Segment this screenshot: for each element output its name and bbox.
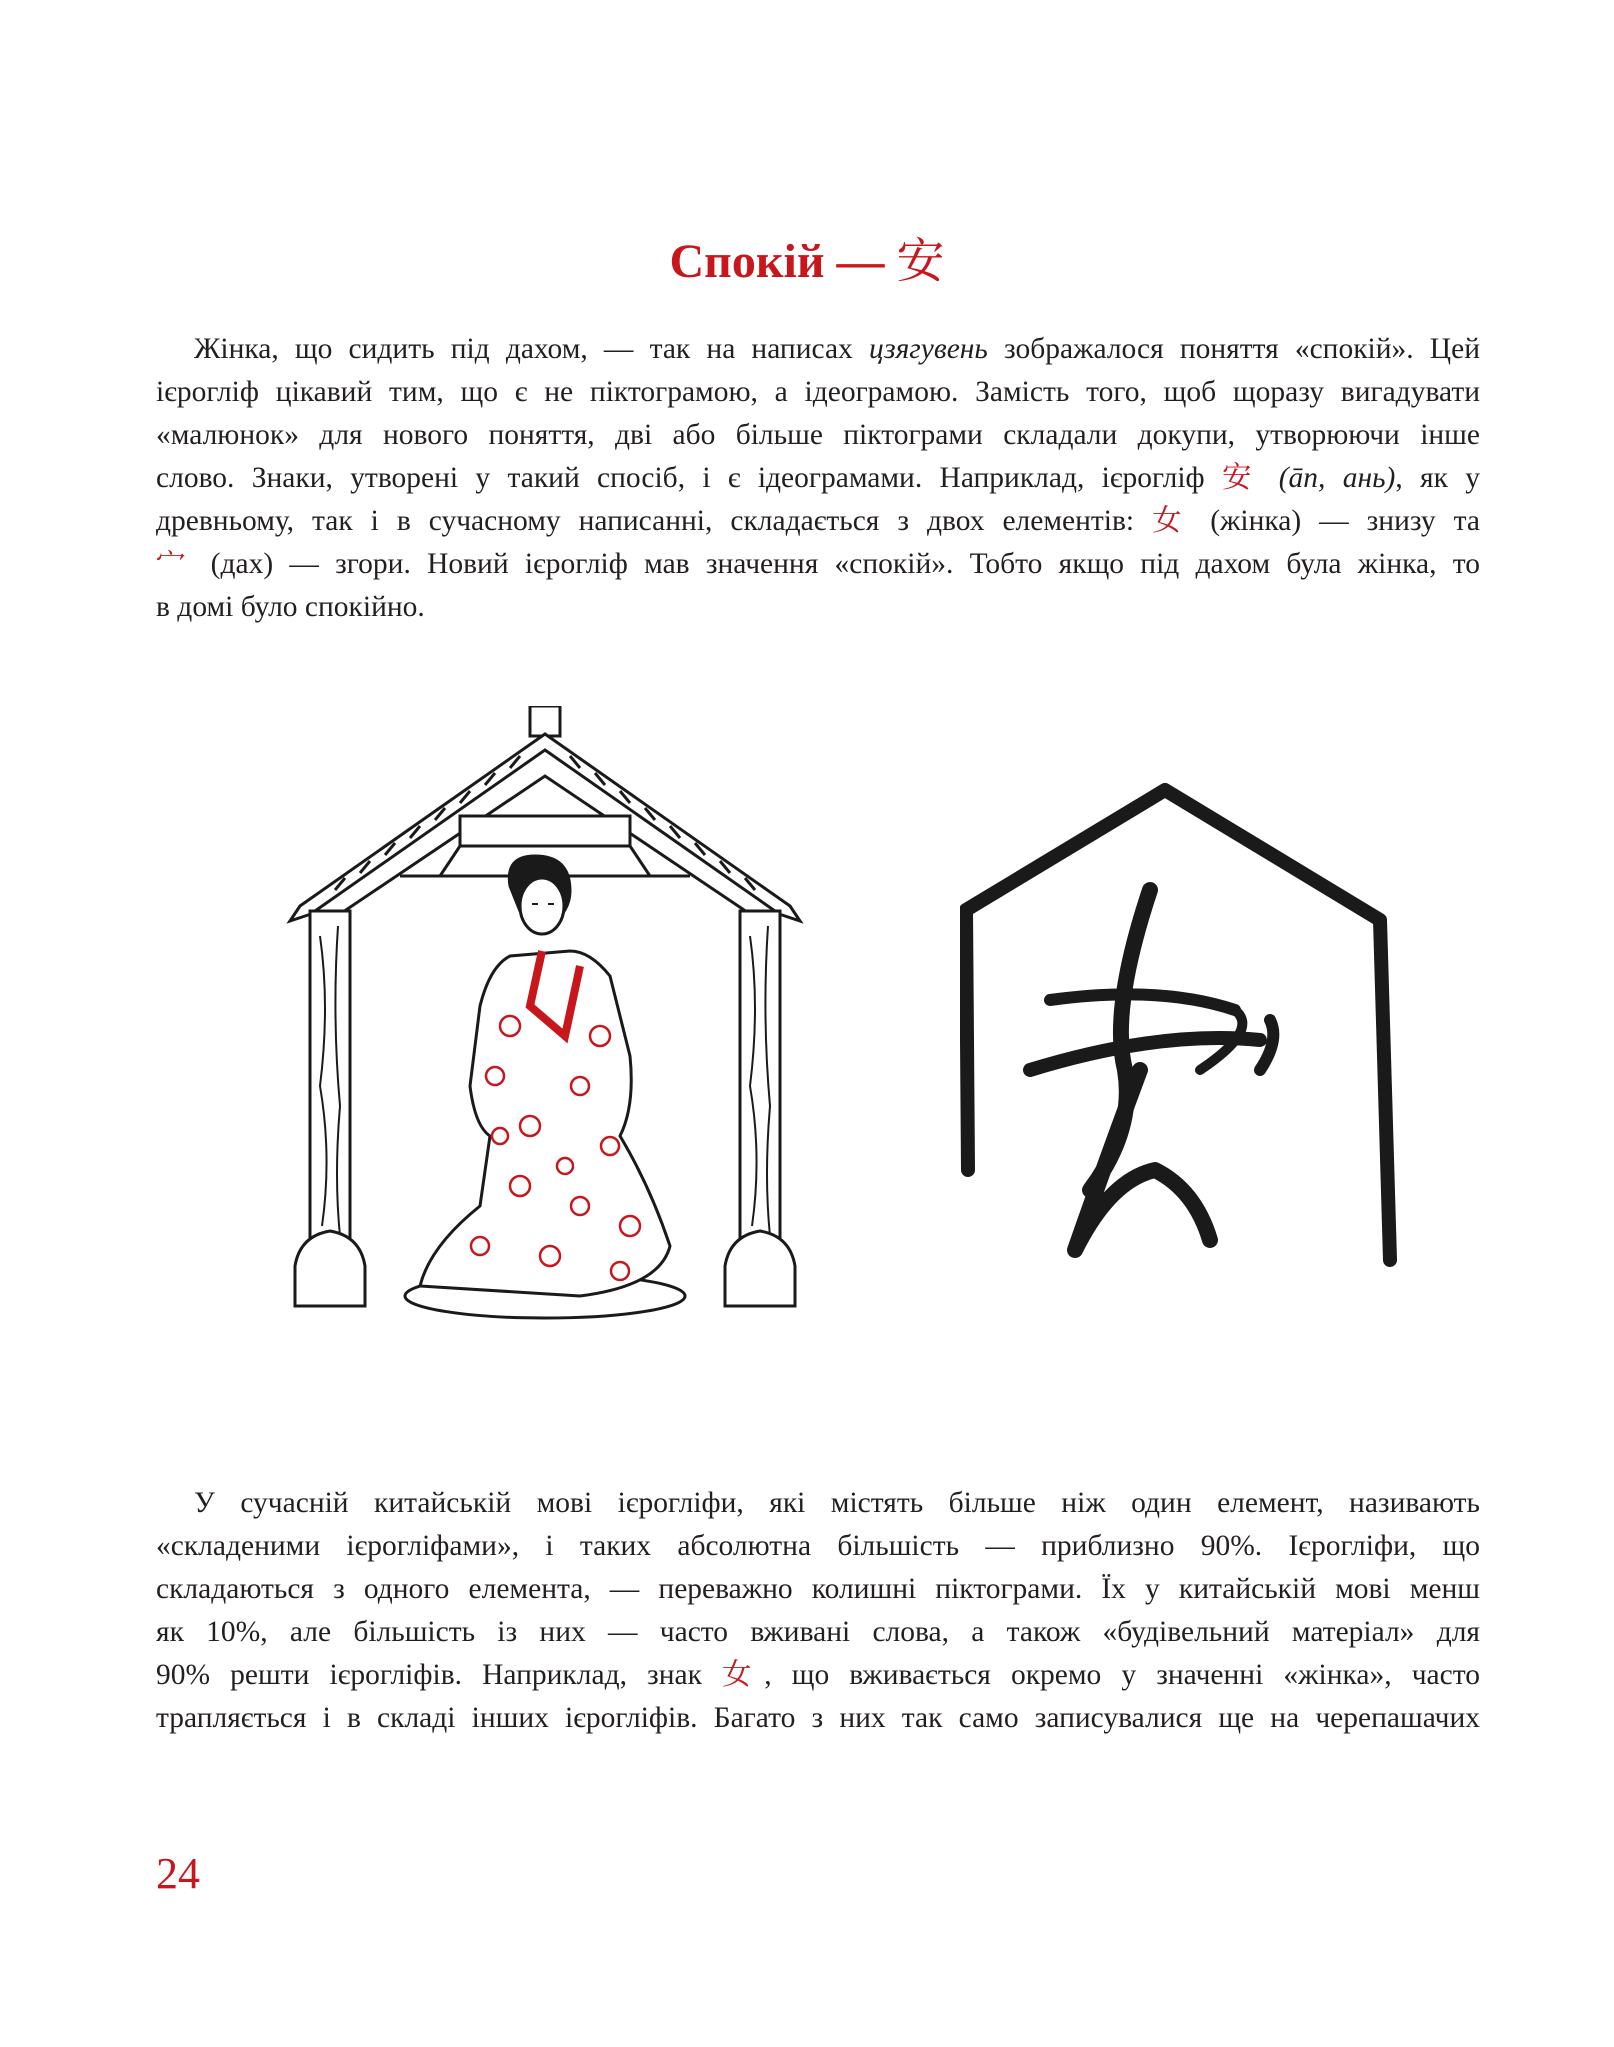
paragraph-line [156, 328, 1480, 371]
text-run: древньому, так і в сучасному написанні, складається з двох елементів: [156, 505, 1153, 537]
paragraph-line [156, 1654, 1480, 1697]
text-run: слово. Знаки, утворені у такий спосіб, і є ідеограмами. Наприклад, ієрогліф [156, 462, 1222, 494]
paragraph-line: У сучасній китайській мові ієрогліфи, які містять більше ніж один елемент, називають [194, 1487, 1480, 1519]
woman-under-roof-illustration [280, 706, 820, 1366]
paragraph-line [156, 543, 1480, 586]
paragraph-line [156, 457, 1480, 500]
title-character: 安 [896, 233, 945, 289]
red-character: 女 [722, 1659, 765, 1691]
red-character: 安 [1221, 462, 1262, 494]
page-title [0, 222, 1614, 291]
red-character: 女 [1152, 505, 1193, 537]
paragraph-compound-characters [156, 1482, 1480, 1740]
paragraph-intro [156, 328, 1480, 629]
title-text: Спокій — [669, 235, 897, 288]
red-character: 宀 [156, 548, 195, 580]
italic-term: цзягувень [868, 333, 988, 365]
text-run: , як у [1395, 462, 1480, 494]
text-run: , що вживається окремо у значенні «жінка», часто [764, 1659, 1480, 1691]
paragraph-line: складаються з одного елемента, — переважно колишні піктограми. Їх у китайській мові менш [156, 1573, 1480, 1605]
paragraph-line [156, 500, 1480, 543]
page-number: 24 [156, 1849, 200, 1898]
text-run: 90% решти ієрогліфів. Наприклад, знак [156, 1659, 723, 1691]
oracle-bone-glyph-an [960, 770, 1430, 1300]
paragraph-line: в домі було спокійно. [156, 591, 425, 623]
italic-transcription: (ān, ань) [1261, 462, 1396, 494]
paragraph-line: трапляється і в складі інших ієрогліфів. Багато з них так само записувалися ще на черепашачих [156, 1702, 1480, 1734]
text-run: (жінка) — знизу та [1192, 505, 1480, 537]
paragraph-line: «малюнок» для нового поняття, дві або більше піктограми складали докупи, утворюючи інше [156, 419, 1480, 451]
text-run: (дах) — згори. Новий ієрогліф мав значення «спокій». Тобто якщо під дахом була жінка, то [194, 548, 1480, 580]
paragraph-line: ієрогліф цікавий тим, що є не піктограмою, а ідеограмою. Замість того, щоб щоразу вигадувати [156, 376, 1480, 408]
text-run: зображалося поняття «спокій». Цей [987, 333, 1480, 365]
paragraph-line: як 10%, але більшість із них — часто вживані слова, а також «будівельний матеріал» для [156, 1616, 1480, 1648]
text-run: Жінка, що сидить під дахом, — так на написах [194, 333, 869, 365]
paragraph-line: «складеними ієрогліфами», і таких абсолютна більшість — приблизно 90%. Ієрогліфи, що [156, 1530, 1480, 1562]
